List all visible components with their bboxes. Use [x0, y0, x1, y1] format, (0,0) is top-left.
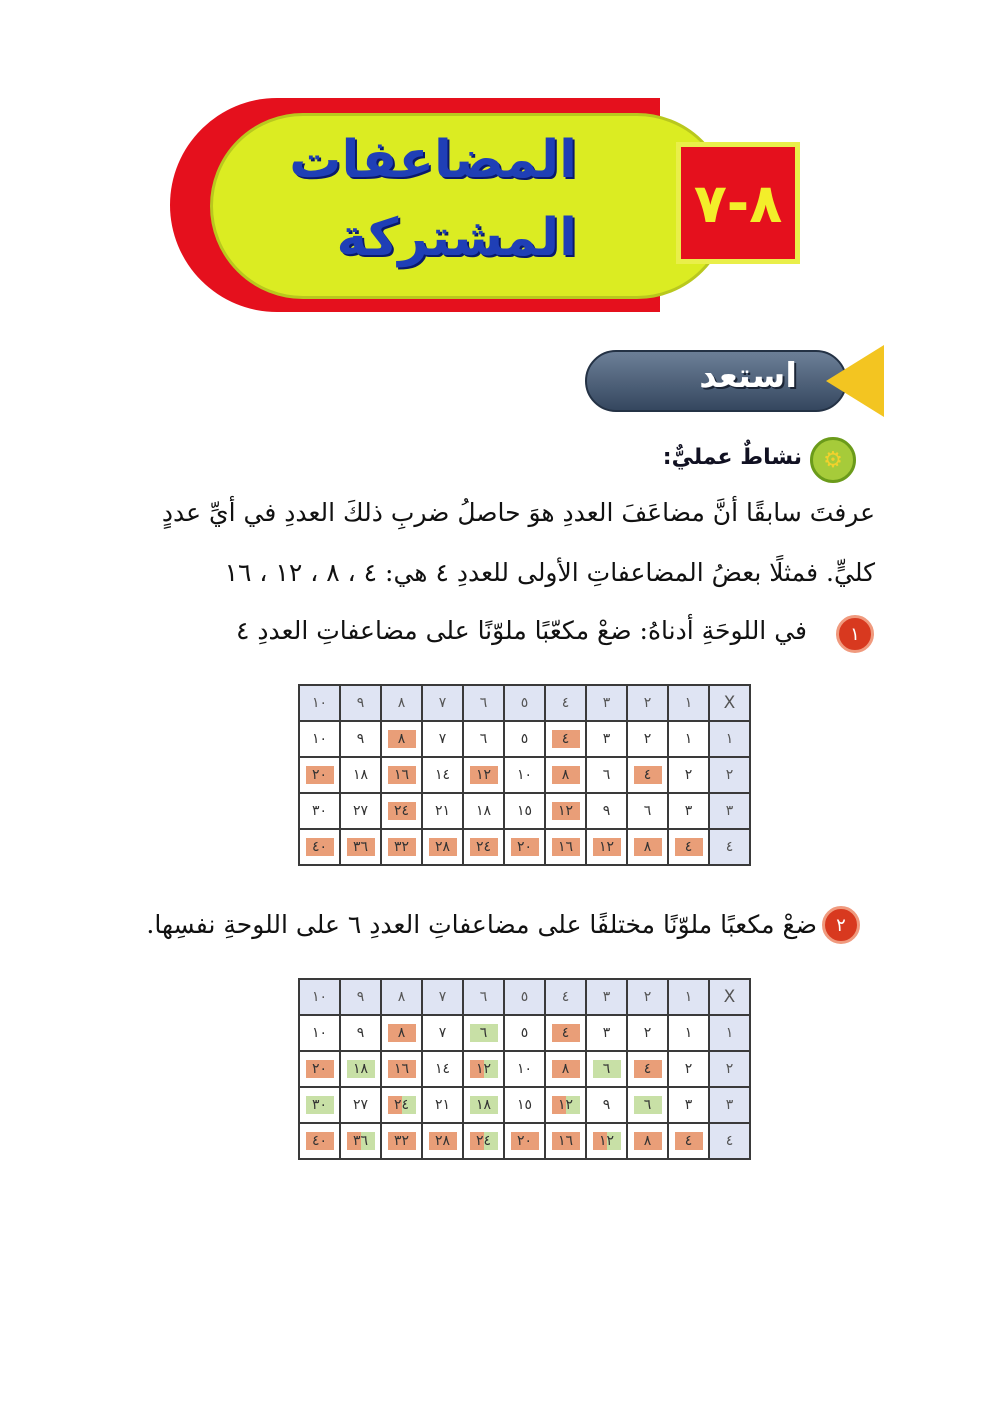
table-cell	[340, 1015, 381, 1051]
table-header-cell: ٧	[422, 685, 463, 721]
cube-marker: ٤	[675, 1132, 703, 1150]
table-cell	[545, 1051, 586, 1087]
cell-value: ٢	[643, 731, 652, 747]
cell-value: ٣	[602, 1025, 611, 1041]
table-cell	[586, 721, 627, 757]
cube-marker: ٢٠	[511, 838, 539, 856]
cube-marker: ٢٤	[388, 802, 416, 820]
table-cell	[627, 793, 668, 829]
table-cell	[627, 1123, 668, 1159]
cube-marker: ٣٠	[306, 1096, 334, 1114]
cube-marker: ٢٠	[306, 766, 334, 784]
table-cell	[381, 829, 422, 865]
cell-value: ١٤	[434, 767, 451, 783]
table-cell	[586, 1087, 627, 1123]
cube-marker: ١٢	[470, 1060, 498, 1078]
cube-marker: ٨	[552, 766, 580, 784]
table-row-header: ٢	[709, 757, 750, 793]
table-cell	[422, 757, 463, 793]
cube-marker: ٢٠	[306, 1060, 334, 1078]
title-banner	[210, 113, 730, 299]
cell-value: ٩	[356, 731, 365, 747]
cube-marker: ٤	[675, 838, 703, 856]
cube-marker: ٤٠	[306, 1132, 334, 1150]
table-header-cell: ١٠	[299, 685, 340, 721]
table-header-cell: ٢	[627, 685, 668, 721]
table-cell	[668, 757, 709, 793]
table-row	[299, 1015, 750, 1051]
table-cell	[504, 1087, 545, 1123]
cell-value: ٩	[602, 803, 611, 819]
cell-value: ٢٧	[352, 803, 369, 819]
lesson-number-badge: ٨-٧	[676, 142, 800, 264]
cube-marker: ١٦	[552, 1132, 580, 1150]
table-cell	[463, 757, 504, 793]
table-cell	[545, 1123, 586, 1159]
table-row	[299, 1051, 750, 1087]
table-cell	[668, 1123, 709, 1159]
table-header-row	[299, 685, 750, 721]
cube-marker: ١٢	[593, 838, 621, 856]
table-cell	[545, 793, 586, 829]
table-header-cell: ٦	[463, 685, 504, 721]
cube-marker: ٨	[634, 838, 662, 856]
cube-marker: ٤	[634, 1060, 662, 1078]
table-cell	[668, 1051, 709, 1087]
table-cell	[299, 1015, 340, 1051]
cube-marker: ٢٠	[511, 1132, 539, 1150]
table-row-header: ١	[709, 1015, 750, 1051]
table-cell	[627, 721, 668, 757]
cell-value: ١٤	[434, 1061, 451, 1077]
table-header-cell: ٧	[422, 979, 463, 1015]
table-row-header: ٢	[709, 1051, 750, 1087]
table-cell	[340, 793, 381, 829]
section-header-pill	[585, 350, 847, 412]
cell-value: ١	[684, 731, 693, 747]
table-row	[299, 1087, 750, 1123]
cube-marker: ٨	[388, 730, 416, 748]
table-cell	[463, 1051, 504, 1087]
cell-value: ٦	[602, 767, 611, 783]
table-cell	[627, 757, 668, 793]
table-cell	[340, 1087, 381, 1123]
table-header-cell: ١٠	[299, 979, 340, 1015]
step-2-text: ضعْ مكعبًا ملوّنًا مختلفًا على مضاعفاتِ العددِ ٦ على اللوحةِ نفسِها.	[146, 910, 817, 939]
cube-marker: ٢٨	[429, 1132, 457, 1150]
cell-value: ٥	[520, 1025, 529, 1041]
table-cell	[381, 721, 422, 757]
table-header-cell: ٩	[340, 979, 381, 1015]
table-cell	[668, 1087, 709, 1123]
table-cell	[422, 1051, 463, 1087]
gears-icon: ⚙	[810, 437, 856, 483]
table-row-header: ٤	[709, 829, 750, 865]
table-header-cell: ٤	[545, 979, 586, 1015]
cube-marker: ٢٤	[388, 1096, 416, 1114]
cell-value: ٧	[438, 731, 447, 747]
cell-value: ٢	[684, 1061, 693, 1077]
table-cell	[422, 1015, 463, 1051]
table-cell	[463, 1123, 504, 1159]
table-cell	[381, 793, 422, 829]
table-header-cell: ٢	[627, 979, 668, 1015]
table-header-cell: ٨	[381, 685, 422, 721]
table-cell	[422, 721, 463, 757]
table-row-header: ٤	[709, 1123, 750, 1159]
table-cell	[340, 757, 381, 793]
cell-value: ٦	[479, 731, 488, 747]
table-cell	[422, 1123, 463, 1159]
cell-value: ٣	[602, 731, 611, 747]
table-cell	[586, 1051, 627, 1087]
table-header-cell: ٤	[545, 685, 586, 721]
cell-value: ٢	[643, 1025, 652, 1041]
cube-marker: ٣٦	[347, 838, 375, 856]
intro-line-2: كليٍّ. فمثلًا بعضُ المضاعفاتِ الأولى للعددِ ٤ هي: ٤ ، ٨ ، ١٢ ، ١٦	[224, 558, 875, 587]
lesson-title-line2: المشتركة	[336, 208, 577, 268]
table-header-cell: ٣	[586, 979, 627, 1015]
table-cell	[463, 721, 504, 757]
cube-marker: ٦	[593, 1060, 621, 1078]
table-cell	[422, 793, 463, 829]
table-cell	[340, 1051, 381, 1087]
table-cell	[545, 721, 586, 757]
table-cell	[545, 757, 586, 793]
table-cell	[299, 757, 340, 793]
cell-value: ٩	[602, 1097, 611, 1113]
cube-marker: ٨	[552, 1060, 580, 1078]
cell-value: ٣	[684, 803, 693, 819]
table-cell	[627, 1015, 668, 1051]
cube-marker: ١٦	[388, 1060, 416, 1078]
table-row	[299, 721, 750, 757]
table-header-cell: ٣	[586, 685, 627, 721]
table-header-cell: ٩	[340, 685, 381, 721]
table-cell	[545, 1087, 586, 1123]
table-cell	[586, 1123, 627, 1159]
table-cell	[586, 829, 627, 865]
cube-marker: ٦	[470, 1024, 498, 1042]
cube-marker: ٢٤	[470, 838, 498, 856]
table-header-cell: ٨	[381, 979, 422, 1015]
table-cell	[381, 757, 422, 793]
cube-marker: ٤	[552, 1024, 580, 1042]
lesson-title-line1: المضاعفات	[289, 130, 577, 190]
cube-marker: ١٦	[388, 766, 416, 784]
cube-marker: ٣٢	[388, 1132, 416, 1150]
cell-value: ١٥	[516, 1097, 533, 1113]
cell-value: ٢١	[434, 1097, 451, 1113]
table-cell	[504, 1051, 545, 1087]
table-cell	[504, 829, 545, 865]
table-header-cell: ١	[668, 979, 709, 1015]
cell-value: ١٥	[516, 803, 533, 819]
table-cell	[668, 793, 709, 829]
section-label: استعد	[699, 356, 797, 396]
table-row-header: ١	[709, 721, 750, 757]
table-cell	[299, 793, 340, 829]
cell-value: ٦	[643, 803, 652, 819]
cube-marker: ٦	[634, 1096, 662, 1114]
table-corner-x: X	[709, 685, 750, 721]
cube-marker: ٤٠	[306, 838, 334, 856]
cube-marker: ٨	[388, 1024, 416, 1042]
table-cell	[299, 1087, 340, 1123]
table-header-cell: ٥	[504, 685, 545, 721]
table-header-row	[299, 979, 750, 1015]
table-row	[299, 757, 750, 793]
table-row	[299, 1123, 750, 1159]
table-cell	[340, 721, 381, 757]
cell-value: ١٠	[311, 731, 328, 747]
table-cell	[627, 1051, 668, 1087]
cube-marker: ٣٢	[388, 838, 416, 856]
table-cell	[586, 757, 627, 793]
table-cell	[545, 829, 586, 865]
table-cell	[422, 1087, 463, 1123]
cell-value: ١٨	[475, 803, 492, 819]
table-cell	[463, 1087, 504, 1123]
step-1-text: في اللوحَةِ أدناهُ: ضعْ مكعّبًا ملوّنًا على مضاعفاتِ العددِ ٤	[236, 616, 807, 645]
cell-value: ١٠	[516, 1061, 533, 1077]
cube-marker: ١٢	[593, 1132, 621, 1150]
multiplication-table-2	[298, 978, 751, 1160]
cell-value: ٥	[520, 731, 529, 747]
cell-value: ١٠	[311, 1025, 328, 1041]
table-cell	[504, 757, 545, 793]
multiplication-table-1	[298, 684, 751, 866]
table-cell	[504, 793, 545, 829]
arrow-icon	[826, 345, 884, 417]
table-cell	[463, 793, 504, 829]
cell-value: ٩	[356, 1025, 365, 1041]
intro-line-1: عرفتَ سابقًا أنَّ مضاعَفَ العددِ هوَ حاصلُ ضربِ ذلكَ العددِ في أيِّ عددٍ	[161, 498, 875, 527]
cell-value: ٢	[684, 767, 693, 783]
table-cell	[627, 1087, 668, 1123]
cube-marker: ١٨	[470, 1096, 498, 1114]
cube-marker: ١٢	[552, 802, 580, 820]
table-cell	[381, 1087, 422, 1123]
table-cell	[668, 829, 709, 865]
cube-marker: ٢٨	[429, 838, 457, 856]
cell-value: ٣	[684, 1097, 693, 1113]
table-cell	[340, 829, 381, 865]
table-cell	[381, 1123, 422, 1159]
table-cell	[504, 1015, 545, 1051]
table-cell	[381, 1051, 422, 1087]
cube-marker: ٤	[552, 730, 580, 748]
table-cell	[545, 1015, 586, 1051]
table-cell	[504, 721, 545, 757]
table-row-header: ٣	[709, 1087, 750, 1123]
table-header-cell: ١	[668, 685, 709, 721]
cell-value: ١٠	[516, 767, 533, 783]
table-cell	[463, 829, 504, 865]
table-cell	[299, 829, 340, 865]
table-cell	[422, 829, 463, 865]
table-cell	[299, 1051, 340, 1087]
cube-marker: ٤	[634, 766, 662, 784]
table-cell	[299, 1123, 340, 1159]
table-header-cell: ٦	[463, 979, 504, 1015]
cube-marker: ١٢	[552, 1096, 580, 1114]
cell-value: ١٨	[352, 767, 369, 783]
table-corner-x: X	[709, 979, 750, 1015]
step-1-badge: ١	[836, 615, 874, 653]
table-cell	[381, 1015, 422, 1051]
table-cell	[340, 1123, 381, 1159]
table-cell	[299, 721, 340, 757]
cube-marker: ١٨	[347, 1060, 375, 1078]
table-row-header: ٣	[709, 793, 750, 829]
cube-marker: ١٢	[470, 766, 498, 784]
activity-label: نشاطٌ عمليٌّ:	[662, 445, 802, 470]
table-row	[299, 793, 750, 829]
cell-value: ٧	[438, 1025, 447, 1041]
table-row	[299, 829, 750, 865]
table-cell	[668, 1015, 709, 1051]
cell-value: ٣٠	[311, 803, 328, 819]
table-cell	[504, 1123, 545, 1159]
table-header-cell: ٥	[504, 979, 545, 1015]
cell-value: ٢١	[434, 803, 451, 819]
cube-marker: ٣٦	[347, 1132, 375, 1150]
table-cell	[627, 829, 668, 865]
cube-marker: ٢٤	[470, 1132, 498, 1150]
cube-marker: ١٦	[552, 838, 580, 856]
cell-value: ١	[684, 1025, 693, 1041]
table-cell	[586, 1015, 627, 1051]
table-cell	[463, 1015, 504, 1051]
cell-value: ٢٧	[352, 1097, 369, 1113]
table-cell	[586, 793, 627, 829]
step-2-badge: ٢	[822, 906, 860, 944]
table-cell	[668, 721, 709, 757]
cube-marker: ٨	[634, 1132, 662, 1150]
